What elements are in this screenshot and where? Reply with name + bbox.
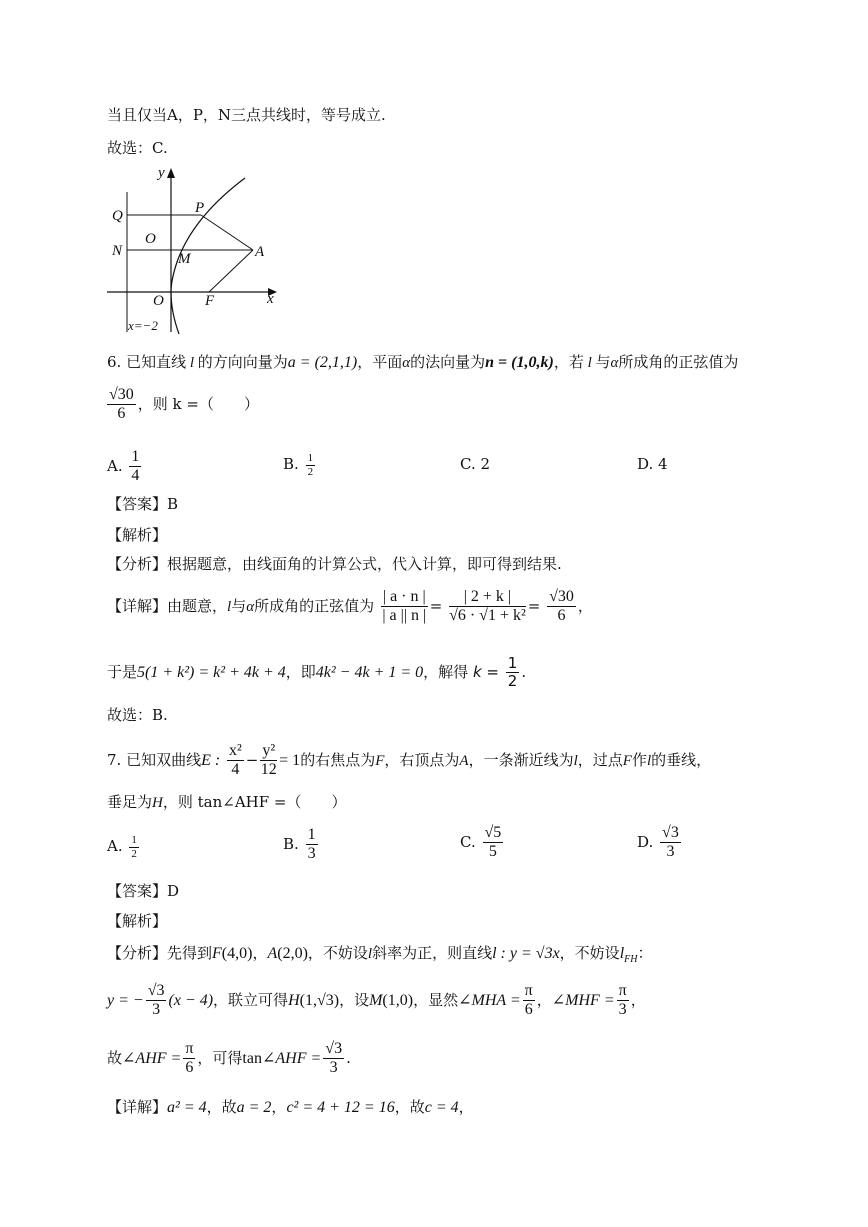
label-o1: O <box>145 231 156 247</box>
label-x: x <box>267 291 274 307</box>
q6-option-b: B. $\frac{1}{2}$ <box>283 452 314 478</box>
q7-analysis-1: 【分析】先得到F(4,0)，A(2,0)，不妨设l斜率为正，则直线l : y = √3x，不妨设$l_{FH}$： <box>107 944 653 966</box>
q6-detail: 【详解】由题意，l与α所成角的正弦值为 $\frac{| a \cdot n |}{| a || n |}$ = $\frac{| 2 + k |}{\text{√6 · √1 + k²}}$ = $\frac{√30}{6}$ ， <box>107 588 593 625</box>
q7-analysis-head: 【解析】 <box>107 912 168 930</box>
label-y: y <box>158 165 165 181</box>
q7-analysis-3: 故∠AHF = $\frac{\pi}{6}$ ，可得tan∠AHF = $\frac{√3}{3}$ . <box>107 1040 351 1077</box>
label-q: Q <box>112 208 123 224</box>
y-axis-arrow <box>167 168 175 178</box>
parabola-figure <box>105 162 285 337</box>
label-o2: O <box>153 293 164 309</box>
label-p: P <box>195 200 205 216</box>
q6-option-a: A. $\frac{1}{4}$ <box>107 448 140 485</box>
q7-answer: 【答案】D <box>107 882 180 900</box>
label-f: F <box>205 293 215 309</box>
q6-stem: 6. 已知直线 l 的方向向量为a = (2,1,1)，平面α的法向量为n = (1,0,k)，若 l 与α所成角的正弦值为 <box>107 353 739 371</box>
q7-option-a: A. $\frac{1}{2}$ <box>107 834 137 860</box>
q6-conclusion: 故选：B. <box>107 706 168 724</box>
q6-analysis-head: 【解析】 <box>107 526 168 544</box>
q7-option-c: C. $\frac{√5}{5}$ <box>460 824 502 861</box>
text-line: 当且仅当A，P，N三点共线时，等号成立. <box>107 106 386 124</box>
conclusion-line: 故选：C. <box>107 139 168 157</box>
pa-segment <box>201 215 253 250</box>
q7-analysis-2: y = − $\frac{√3}{3}$ (x − 4)，联立可得H(1,√3)，设M(1,0)，显然∠MHA = $\frac{\pi}{6}$ ，∠MHF = $\frac{\pi}{3}$ ， <box>107 982 646 1019</box>
label-a: A <box>255 244 265 260</box>
q6-option-c: C. 2 <box>460 455 491 473</box>
label-m: M <box>178 251 191 267</box>
q7-option-b: B. $\frac{1}{3}$ <box>283 826 316 863</box>
q6-solve: 于是5(1 + k²) = k² + 4k + 4，即4k² − 4k + 1 = 0，解得 k = $\frac{1}{2}$ . <box>107 654 527 691</box>
af-segment <box>209 250 253 292</box>
q6-analysis: 【分析】根据题意，由线面角的计算公式，代入计算，即可得到结果. <box>107 555 562 573</box>
q6-option-d: D. 4 <box>637 455 668 473</box>
q6-stem-2: $\frac{√30}{6}$ ，则 k =（ ） <box>109 386 259 423</box>
q7-detail: 【详解】a² = 4，故a = 2，c² = 4 + 12 = 16，故c = 4， <box>107 1098 474 1116</box>
label-directrix: x=−2 <box>128 318 158 333</box>
label-n: N <box>112 243 123 259</box>
q6-answer: 【答案】B <box>107 495 179 513</box>
q7-stem: 7. 已知双曲线E : $\frac{\text{x²}}{4}$ − $\frac{\text{y²}}{12}$ = 1的右焦点为F，右顶点为A，一条渐近线为l，过点F作l的垂线， <box>107 742 712 779</box>
q7-stem-2: 垂足为H，则 tan∠AHF =（ ） <box>107 793 347 811</box>
sine-value-fraction: $\frac{√30}{6}$ <box>109 386 134 423</box>
q7-option-d: D. $\frac{√3}{3}$ <box>637 824 679 861</box>
